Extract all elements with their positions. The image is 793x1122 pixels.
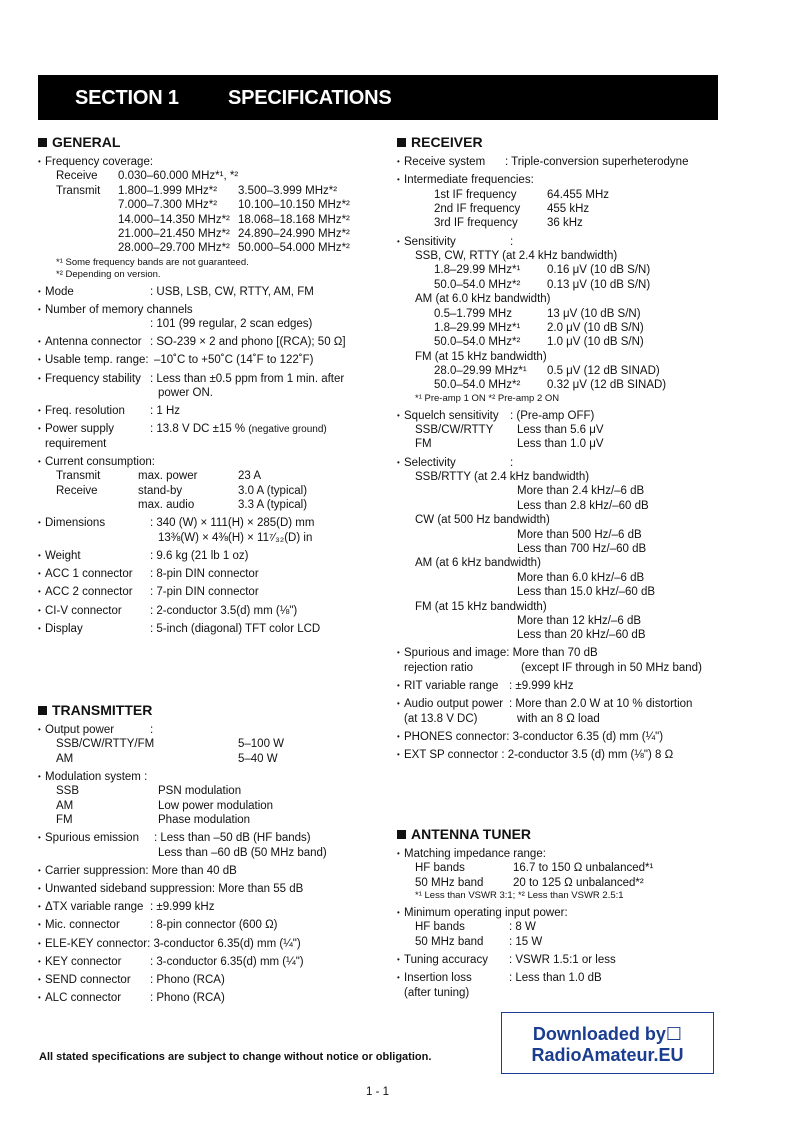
current-label: • Current consumption: (45, 455, 155, 469)
ext-sp-connector: • EXT SP connector : 2-conductor 3.5 (d) mm (⅛") 8 Ω (404, 748, 673, 762)
squelch-level: Less than 5.6 μV (517, 424, 604, 437)
spurious-value: Less than –60 dB (50 MHz band) (158, 846, 327, 859)
stability-value: : Less than ±0.5 ppm from 1 min. after (150, 372, 345, 385)
spurious-value: : Less than –50 dB (HF bands) (154, 832, 311, 845)
squelch-mode: FM (415, 438, 432, 451)
spurious-image-label: rejection ratio (404, 661, 474, 674)
acc2-value: : 7-pin DIN connector (150, 586, 259, 599)
match-value: 16.7 to 150 Ω unbalanced*¹ (513, 862, 654, 875)
download-watermark (501, 1012, 714, 1074)
tx-band: 1.800–1.999 MHz*² (118, 184, 218, 197)
tx-band: 50.000–54.000 MHz*² (238, 242, 350, 255)
download-line1: Downloaded by☐ (532, 1024, 683, 1044)
dimensions-value: 13⅜(W) × 4⅜(H) × 11⁷⁄₃₂(D) in (158, 531, 313, 544)
square-bullet-icon (38, 138, 47, 147)
acc1-value: : 8-pin DIN connector (150, 568, 259, 581)
matching-label: • Matching impedance range: (404, 847, 546, 861)
if-value: 36 kHz (547, 217, 583, 230)
rit-label: • RIT variable range (404, 679, 498, 693)
insertion-loss-label: • Insertion loss (404, 971, 472, 985)
if-value: 64.455 MHz (547, 188, 610, 201)
mod-value: Low power modulation (158, 799, 274, 812)
power-supply-value: : 13.8 V DC ±15 % (150, 423, 246, 436)
tuning-accuracy-value: : VSWR 1.5:1 or less (509, 953, 616, 966)
squelch-value: : (Pre-amp OFF) (510, 409, 595, 422)
sens-value: 13 μV (10 dB S/N) (547, 307, 641, 320)
colon: : (150, 724, 154, 736)
power-supply-label: • Power supply (45, 422, 114, 436)
dimensions-label: • Dimensions (45, 516, 105, 530)
colon: : (510, 235, 514, 248)
power-value: : 8 W (509, 921, 536, 934)
op-value: 5–100 W (238, 738, 285, 751)
sensitivity-label: • Sensitivity (404, 235, 456, 249)
insertion-loss-label: (after tuning) (404, 986, 470, 999)
if-value: 455 kHz (547, 202, 590, 215)
resolution-label: • Freq. resolution (45, 404, 125, 418)
sens-band: 28.0–29.99 MHz*¹ (434, 365, 527, 378)
acc1-label: • ACC 1 connector (45, 567, 133, 581)
selectivity-label: • Selectivity (404, 456, 456, 470)
sens-value: 0.16 μV (10 dB S/N) (547, 264, 651, 277)
antenna-tuner-section (397, 826, 717, 1000)
key-label: • KEY connector (45, 955, 122, 969)
sel-group: CW (at 500 Hz bandwidth) (415, 514, 550, 527)
colon: : (510, 456, 514, 469)
mod-value: PSN modulation (158, 785, 242, 798)
general-heading: GENERAL (38, 134, 383, 150)
op-mode: SSB/CW/RTTY/FM (56, 738, 155, 751)
audio-output-value: : More than 2.0 W at 10 % distortion (509, 698, 693, 711)
display-value: : 5-inch (diagonal) TFT color LCD (150, 622, 321, 635)
stability-value: power ON. (158, 387, 213, 400)
antenna-value: : SO-239 × 2 and phono [(RCA); 50 Ω] (150, 336, 346, 349)
send-value: : Phono (RCA) (150, 974, 225, 987)
transmitter-heading: TRANSMITTER (38, 702, 383, 718)
square-bullet-icon (397, 830, 406, 839)
tx-band: 18.068–18.168 MHz*² (238, 213, 350, 226)
sens-band: 50.0–54.0 MHz*² (434, 278, 521, 291)
sens-value: 2.0 μV (10 dB S/N) (547, 321, 644, 334)
section-number: SECTION 1 (75, 87, 179, 109)
squelch-label: • Squelch sensitivity (404, 409, 499, 423)
power-supply-label: requirement (45, 437, 107, 450)
audio-output-label: • Audio output power (404, 697, 503, 711)
right-column (397, 134, 717, 762)
freq-coverage-label: • Frequency coverage: (45, 155, 153, 169)
sel-group: AM (at 6 kHz bandwidth) (415, 557, 541, 570)
if-name: 2nd IF frequency (434, 202, 521, 215)
receiver-heading: RECEIVER (397, 134, 717, 150)
if-name: 1st IF frequency (434, 188, 517, 201)
sens-group: AM (at 6.0 kHz bandwidth) (415, 293, 551, 306)
squelch-mode: SSB/CW/RTTY (415, 424, 494, 437)
transmit-label: Transmit (56, 184, 101, 197)
square-bullet-icon (38, 706, 47, 715)
sel-value: More than 6.0 kHz/–6 dB (517, 571, 645, 584)
mic-label: • Mic. connector (45, 918, 120, 932)
spurious-image-label: • Spurious and image: More than 70 dB (404, 646, 598, 660)
sens-band: 50.0–54.0 MHz*² (434, 379, 521, 392)
civ-label: • CI-V connector (45, 604, 122, 618)
power-supply-note: (negative ground) (248, 424, 327, 436)
display-label: • Display (45, 622, 83, 636)
elekey-connector: • ELE-KEY connector: 3-conductor 6.35(d) mm (¼") (45, 937, 301, 951)
alc-value: : Phono (RCA) (150, 992, 225, 1005)
mod-mode: SSB (56, 785, 80, 798)
sens-band: 1.8–29.99 MHz*¹ (434, 321, 521, 334)
resolution-value: : 1 Hz (150, 405, 181, 418)
memory-value: : 101 (99 regular, 2 scan edges) (150, 318, 313, 331)
page-number: 1 - 1 (366, 1086, 390, 1098)
op-value: 5–40 W (238, 752, 278, 765)
tx-band: 7.000–7.300 MHz*² (118, 199, 218, 212)
op-mode: AM (56, 752, 74, 765)
section-title: SPECIFICATIONS (228, 87, 392, 109)
receive-label: Receive (56, 170, 98, 183)
current-cond: stand-by (138, 484, 183, 497)
tx-band: 24.890–24.990 MHz*² (238, 227, 350, 240)
memory-label: • Number of memory channels (45, 303, 193, 317)
square-bullet-icon (397, 138, 406, 147)
modulation-label: • Modulation system : (45, 770, 147, 784)
tx-band: 10.100–10.150 MHz*² (238, 199, 350, 212)
match-band: 50 MHz band (415, 876, 484, 889)
insertion-loss-value: : Less than 1.0 dB (509, 972, 602, 985)
power-band: 50 MHz band (415, 935, 484, 948)
weight-label: • Weight (45, 549, 81, 563)
sel-value: More than 2.4 kHz/–6 dB (517, 485, 645, 498)
phones-connector: • PHONES connector: 3-conductor 6.35 (d) mm (¼") (404, 730, 663, 744)
current-value: 3.3 A (typical) (238, 499, 308, 512)
temp-value: –10˚C to +50˚C (14˚F to 122˚F) (154, 354, 314, 367)
footnote: *¹ Pre-amp 1 ON *² Pre-amp 2 ON (415, 392, 560, 404)
receive-system-label: • Receive system (404, 155, 485, 169)
sel-value: More than 12 kHz/–6 dB (517, 614, 642, 627)
mode-value: : USB, LSB, CW, RTTY, AM, FM (150, 285, 314, 298)
sel-group: SSB/RTTY (at 2.4 kHz bandwidth) (415, 471, 590, 483)
download-line2: RadioAmateur.EU (531, 1045, 684, 1065)
current-value: 3.0 A (typical) (238, 484, 308, 497)
sel-value: Less than 15.0 kHz/–60 dB (517, 586, 656, 599)
current-cond: max. audio (138, 499, 195, 512)
sens-band: 1.8–29.99 MHz*¹ (434, 264, 521, 277)
current-mode: Receive (56, 484, 98, 497)
output-power-label: • Output power (45, 723, 114, 737)
sens-value: 0.5 μV (12 dB SINAD) (547, 365, 660, 378)
key-value: : 3-conductor 6.35(d) mm (¼") (150, 955, 304, 968)
power-value: : 15 W (509, 935, 543, 948)
left-column (38, 134, 383, 636)
stability-label: • Frequency stability (45, 372, 141, 386)
carrier-suppression: • Carrier suppression: More than 40 dB (45, 864, 237, 878)
audio-output-value: with an 8 Ω load (517, 712, 600, 725)
rit-value: : ±9.999 kHz (509, 680, 574, 693)
tuning-accuracy-label: • Tuning accuracy (404, 953, 488, 967)
mode-label: • Mode (45, 285, 74, 299)
sel-value: Less than 20 kHz/–60 dB (517, 629, 646, 642)
tx-band: 3.500–3.999 MHz*² (238, 184, 338, 197)
weight-value: : 9.6 kg (21 lb 1 oz) (150, 549, 249, 562)
spurious-label: • Spurious emission (45, 831, 139, 845)
mod-mode: AM (56, 799, 74, 812)
sel-group: FM (at 15 kHz bandwidth) (415, 600, 547, 613)
acc2-label: • ACC 2 connector (45, 585, 133, 599)
unwanted-sideband: • Unwanted sideband suppression: More than 55 dB (45, 882, 303, 896)
sens-value: 1.0 μV (10 dB S/N) (547, 336, 644, 349)
tx-band: 28.000–29.700 MHz*² (118, 242, 230, 255)
min-power-label: • Minimum operating input power: (404, 906, 568, 920)
transmitter-section (38, 702, 383, 1006)
footer-note: All stated specifications are subject to change without notice or obligation. (39, 1051, 432, 1063)
sel-value: More than 500 Hz/–6 dB (517, 528, 642, 541)
tx-band: 14.000–14.350 MHz*² (118, 213, 230, 226)
tx-band: 21.000–21.450 MHz*² (118, 227, 230, 240)
sens-band: 50.0–54.0 MHz*² (434, 336, 521, 349)
sens-group: FM (at 15 kHz bandwidth) (415, 350, 547, 363)
sens-value: 0.13 μV (10 dB S/N) (547, 278, 651, 291)
temp-label: • Usable temp. range: (45, 353, 149, 367)
civ-value: : 2-conductor 3.5(d) mm (⅛") (150, 604, 298, 617)
power-band: HF bands (415, 921, 465, 934)
squelch-level: Less than 1.0 μV (517, 438, 604, 451)
current-mode: Transmit (56, 470, 101, 483)
receive-system-value: : Triple-conversion superheterodyne (505, 156, 689, 168)
sel-value: Less than 700 Hz/–60 dB (517, 542, 647, 555)
sens-group: SSB, CW, RTTY (at 2.4 kHz bandwidth) (415, 249, 618, 262)
tuner-heading: ANTENNA TUNER (397, 826, 717, 842)
alc-label: • ALC connector (45, 991, 121, 1005)
mod-value: Phase modulation (158, 814, 251, 827)
match-band: HF bands (415, 862, 465, 875)
receive-range: 0.030–60.000 MHz*¹, *² (118, 170, 239, 183)
if-name: 3rd IF frequency (434, 217, 518, 230)
antenna-label: • Antenna connector (45, 335, 142, 349)
send-label: • SEND connector (45, 973, 131, 987)
sel-value: Less than 2.8 kHz/–60 dB (517, 499, 649, 512)
section-banner (38, 75, 718, 120)
footnote: *¹ Some frequency bands are not guaranteed. (56, 256, 249, 268)
mod-mode: FM (56, 814, 73, 827)
footnote: *¹ Less than VSWR 3:1; *² Less than VSWR 2.5:1 (415, 890, 624, 902)
dtx-value: : ±9.999 kHz (150, 901, 215, 914)
audio-output-label: (at 13.8 V DC) (404, 712, 478, 725)
sens-value: 0.32 μV (12 dB SINAD) (547, 379, 667, 392)
spurious-image-value: (except IF through in 50 MHz band) (521, 661, 702, 674)
mic-value: : 8-pin connector (600 Ω) (150, 919, 278, 932)
current-cond: max. power (138, 470, 198, 483)
dimensions-value: : 340 (W) × 111(H) × 285(D) mm (150, 517, 315, 530)
if-label: • Intermediate frequencies: (404, 173, 534, 187)
match-value: 20 to 125 Ω unbalanced*² (513, 876, 644, 889)
current-value: 23 A (238, 470, 262, 483)
footnote: *² Depending on version. (56, 268, 161, 280)
dtx-label: • ΔTX variable range (45, 900, 143, 914)
sens-band: 0.5–1.799 MHz (434, 307, 512, 320)
